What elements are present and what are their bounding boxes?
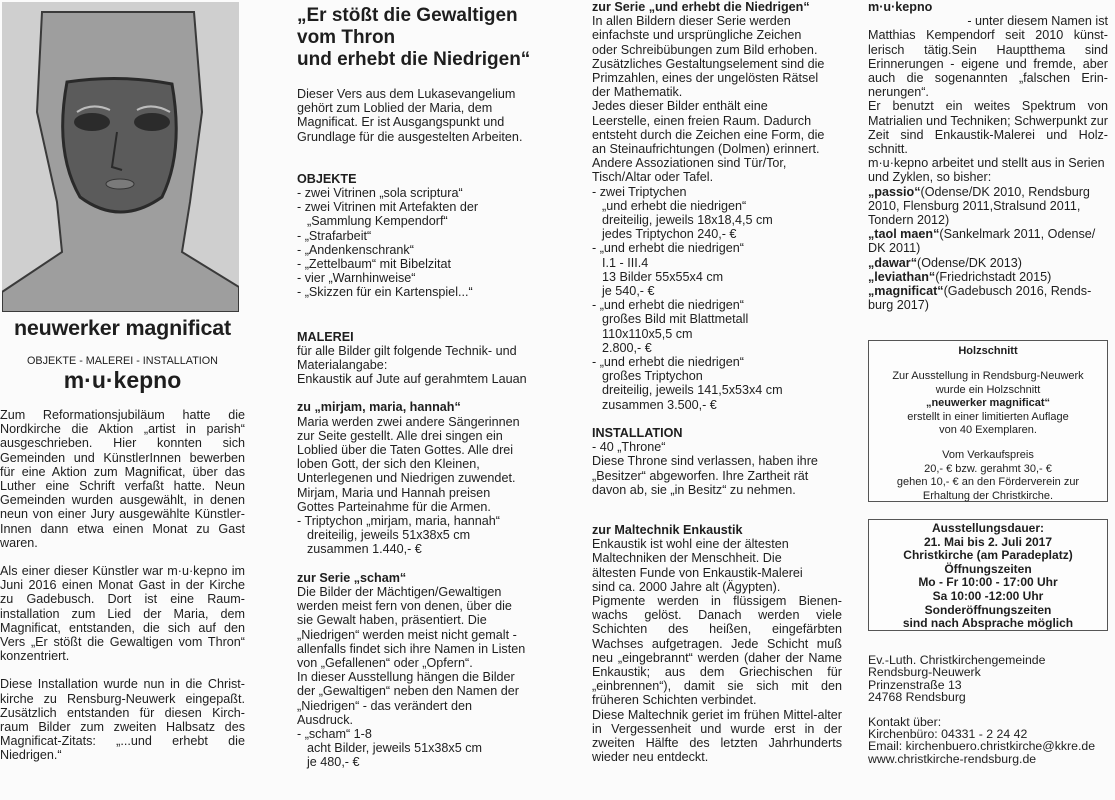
- maltechnik-heading: zur Maltechnik Enkaustik: [592, 522, 743, 537]
- series-name: „magnificat“: [868, 284, 944, 299]
- exhibition-subtitle: OBJEKTE - MALEREI - INSTALLATION: [27, 355, 218, 367]
- text-line: zusammen 1.440,- €: [307, 542, 422, 557]
- artist-heading: m·u·kepno: [868, 0, 933, 14]
- verse-heading-line: und erhebt die Niedrigen“: [297, 49, 531, 70]
- series-text: (Gadebusch 2016, Rends-burg 2017): [868, 284, 1092, 313]
- text-line: 2.800,- €: [602, 340, 652, 355]
- text-line: dreiteilig, jeweils 141,5x53x4 cm: [602, 383, 783, 398]
- series-item: [868, 185, 1108, 228]
- text-line: 110x110x5,5 cm: [602, 326, 693, 341]
- text-line: I.1 - III.4: [602, 255, 649, 270]
- text-line: je 540,- €: [602, 284, 655, 299]
- text-line: sie Gewalt haben, präsentiert. Die: [297, 613, 487, 628]
- text-line: Maria werden zwei andere Sängerinnen: [297, 414, 520, 429]
- address-list: [868, 654, 1113, 704]
- text-line: „Niedrigen“ - das verändert den: [297, 698, 473, 713]
- text-line: Mirjam, Maria und Hannah preisen: [297, 485, 491, 500]
- text-line: Öffnungszeiten: [944, 561, 1032, 576]
- text-line: dreiteilig, jeweils 51x38x5 cm: [307, 528, 471, 543]
- text-line: von 40 Exemplaren.: [939, 424, 1037, 437]
- text-line: großes Triptychon: [602, 369, 703, 384]
- installation-list: [592, 440, 842, 497]
- text-line: Kirchenbüro: 04331 - 2 24 42: [868, 727, 1028, 742]
- text-line: oder Schreibübungen zum Bild erhoben.: [592, 42, 818, 57]
- column-artist: [868, 0, 1108, 312]
- text-line: - 40 „Throne“: [592, 440, 666, 455]
- text-line: Rendsburg-Neuwerk: [868, 665, 981, 680]
- verse-heading-line: vom Thron: [297, 27, 396, 48]
- series-name: „passio“: [868, 184, 921, 199]
- text-line: jedes Triptychon 240,- €: [602, 227, 737, 242]
- mirjam-heading: zu „mirjam, maria, hannah“: [297, 400, 461, 415]
- text-line: - zwei Triptychen: [592, 184, 687, 199]
- text-line: Erhaltung der Christkirche.: [922, 489, 1054, 502]
- text-line: Tisch/Altar oder Tafel.: [592, 170, 714, 185]
- text-line: für alle Bilder gilt folgende Technik- und: [297, 343, 517, 358]
- text-line: - „und erhebt die niedrigen“: [592, 355, 744, 370]
- text-line: Zur Ausstellung in Rendsburg-Neuwerk: [892, 370, 1084, 383]
- verse-heading-line: „Er stößt die Gewaltigen: [297, 5, 518, 26]
- text-line: Ausdruck.: [297, 712, 353, 727]
- text-line: - Triptychon „mirjam, maria, hannah“: [297, 514, 500, 529]
- text-line: Ev.-Luth. Christkirchengemeinde: [868, 653, 1046, 667]
- text-line: Magnificat. Er ist Ausgangspunkt und: [297, 115, 505, 130]
- intro-paragraph: Diese Installation wurde nun in die Christ-kirche zu Rensburg-Neuwerk eingepaßt. Zusätzlich entstanden für diesen Kirch-raum Bilder zum zweiten Halbsatz des Magnificat-Zitats: „...und erhebt die Niedrigen.“: [0, 677, 245, 763]
- column-series: [592, 0, 842, 764]
- text-line: loben Gott, der sich den Kleinen,: [297, 457, 480, 472]
- text-line: „Niedrigen“ werden meist nicht gemalt -: [297, 627, 517, 642]
- text-line: „Sammlung Kempendorf“: [307, 214, 448, 229]
- text-line: zusammen 3.500,- €: [602, 397, 717, 412]
- verse-heading: [297, 5, 547, 71]
- artist-name: m·u·kepno: [63, 367, 182, 393]
- series-name: „leviathan“: [868, 269, 936, 284]
- text-line: Sonderöffnungszeiten: [924, 602, 1052, 617]
- text-line: Diese Throne sind verlassen, haben ihre: [592, 454, 818, 469]
- text-line: Enkaustik ist wohl eine der ältesten: [592, 537, 789, 552]
- text-line: acht Bilder, jeweils 51x38x5 cm: [307, 741, 482, 756]
- objekte-list: [297, 186, 547, 300]
- text-line: In allen Bildern dieser Serie werden: [592, 14, 791, 29]
- text-line: Vom Verkaufspreis: [942, 449, 1034, 462]
- series-item: [868, 284, 1108, 312]
- text-line: gehen 10,- € an den Förderverein zur: [896, 476, 1080, 489]
- column-verse: [297, 0, 547, 770]
- contact-block: [868, 654, 1113, 765]
- text-line: - „Andenkenschrank“: [297, 242, 414, 257]
- text-line: „Besitzer“ abgeworfen. Ihre Zartheit rät: [592, 468, 809, 483]
- holzschnitt-heading: Holzschnitt: [958, 345, 1018, 357]
- series-item: [868, 256, 1108, 270]
- text-line: werden meist fern von denen, über die: [297, 599, 512, 614]
- contact-list: [868, 716, 1113, 766]
- text-line: ältesten Funde von Enkaustik-Malerei: [592, 565, 803, 580]
- text-line: Dieser Vers aus dem Lukasevangelium: [297, 87, 516, 101]
- text-line: - „und erhebt die niedrigen“: [592, 298, 744, 313]
- series-text: (Odense/DK 2010, Rendsburg 2010, Flensburg 2011,Stralsund 2011, Tondern 2012): [868, 184, 1090, 228]
- series-item: [868, 270, 1108, 284]
- bio-paragraph-3: m·u·kepno arbeitet und stellt aus in Serien und Zyklen, so bisher:: [868, 156, 1105, 185]
- installation-heading: INSTALLATION: [592, 425, 683, 440]
- series-item: [868, 227, 1108, 255]
- text-line: Email: kirchenbuero.christkirche@kkre.de: [868, 739, 1096, 754]
- mirjam-list: [297, 415, 547, 557]
- text-line: allenfalls findet sich ihre Namen in Listen: [297, 641, 526, 656]
- text-line: sind nach Absprache möglich: [902, 616, 1074, 631]
- scham-list: [297, 585, 547, 770]
- text-line: In dieser Ausstellung hängen die Bilder: [297, 670, 515, 685]
- serie-list: [592, 14, 842, 412]
- maltechnik-list: [592, 537, 842, 594]
- exhibition-title: neuwerker magnificat: [13, 316, 232, 340]
- text-line: Leerstelle, einen freien Raum. Dadurch: [592, 113, 812, 128]
- price-line: 20,- € bzw. gerahmt 30,- €: [924, 462, 1052, 475]
- text-line: Kontakt über:: [868, 714, 942, 729]
- text-line: www.christkirche-rendsburg.de: [868, 751, 1037, 766]
- scham-heading: zur Serie „scham“: [297, 570, 407, 585]
- intro-paragraph: Als einer dieser Künstler war m·u·kepno im Juni 2016 einen Monat Gast in der Kirche zu Gadebusch. Dort ist eine Raum-installation zum Lied der Maria, dem Magnificat, entstanden, die sich auf den Vers „Er stößt die Gewaltigen vom Thron“ konzentriert.: [0, 564, 245, 664]
- text-line: Primzahlen, eines der ungelösten Rätsel: [592, 71, 819, 86]
- text-line: dreiteilig, jeweils 18x18,4,5 cm: [602, 213, 773, 228]
- text-line: Prinzenstraße 13: [868, 677, 962, 692]
- text-line: - „Skizzen für ein Kartenspiel...“: [297, 285, 473, 300]
- text-line: gehört zum Loblied der Maria, dem: [297, 101, 493, 116]
- bio-paragraph: Matthias Kempendorf seit 2010 künst-lerisch tätig.Sein Hauptthema sind Erinnerungen - eigene und fremde, aber auch die sogenannten „falschen Erin-nerungen“.: [868, 28, 1108, 100]
- text-line: Christkirche (am Paradeplatz): [903, 548, 1073, 563]
- text-line: - „scham“ 1-8: [297, 726, 372, 741]
- text-line: Gottes Parteinahme für die Armen.: [297, 499, 491, 514]
- text-line: Andere Assoziationen sind Tür/Tor,: [592, 156, 787, 171]
- malerei-list: [297, 344, 547, 387]
- text-line: - „Strafarbeit“: [297, 228, 372, 243]
- text-line: Grundlage für die ausgestelten Arbeiten.: [297, 129, 523, 144]
- intro-text: [0, 408, 245, 763]
- maltechnik-paragraph-2: Diese Maltechnik geriet im frühen Mittel-alter in Vergessenheit und wurde erst in der zweiten Hälfte des letzten Jahrhunderts wieder neu entdeckt.: [592, 707, 842, 765]
- text-line: Jedes dieser Bilder enthält eine: [592, 99, 768, 114]
- text-line: Die Bilder der Mächtigen/Gewaltigen: [297, 584, 502, 599]
- text-line: 21. Mai bis 2. Juli 2017: [923, 534, 1053, 549]
- verse-intro: [297, 87, 547, 144]
- text-line: Maltechniken der Menschheit. Die: [592, 551, 782, 566]
- text-line: Materialangabe:: [297, 358, 388, 373]
- ausstellung-list: [869, 522, 1107, 631]
- objekte-heading: OBJEKTE: [297, 171, 357, 186]
- ausstellung-box: [868, 519, 1108, 631]
- text-line: entsteht durch die Zeichen eine Form, die: [592, 127, 825, 142]
- text-line: - „Zettelbaum“ mit Bibelzitat: [297, 257, 451, 272]
- malerei-heading: MALEREI: [297, 329, 354, 344]
- series-text: (Sankelmark 2011, Odense/ DK 2011): [868, 227, 1096, 256]
- text-line: sind ca. 2000 Jahre alt (Ägypten).: [592, 579, 781, 594]
- bio-first-line: - unter diesem Namen ist: [967, 14, 1108, 29]
- text-line: Zusätzliches Gestaltungselement sind die: [592, 56, 825, 71]
- text-line: 24768 Rendsburg: [868, 690, 966, 705]
- text-line: Sa 10:00 -12:00 Uhr: [932, 588, 1044, 603]
- text-line: Ausstellungsdauer:: [931, 521, 1045, 535]
- text-line: an Steinaufrichtungen (Dolmen) erinnert.: [592, 142, 820, 157]
- portrait-image: [2, 2, 239, 312]
- text-line: - zwei Vitrinen „sola scriptura“: [297, 186, 463, 201]
- text-line: von „Gefallenen“ oder „Opfern“.: [297, 655, 473, 670]
- text-line: „und erhebt die niedrigen“: [602, 198, 747, 213]
- series-name: „taol maen“: [868, 227, 940, 242]
- text-line: der „Gewaltigen“ neben den Namen der: [297, 684, 519, 699]
- text-line: Mo - Fr 10:00 - 17:00 Uhr: [918, 575, 1058, 590]
- series-text: (Odense/DK 2013): [917, 255, 1023, 270]
- text-line: Enkaustik auf Jute auf gerahmtem Lauan: [297, 372, 527, 387]
- text-line: wurde ein Holzschnitt: [935, 383, 1041, 396]
- text-line: großes Bild mit Blattmetall: [602, 312, 749, 327]
- series-text: (Friedrichstadt 2015): [935, 269, 1052, 284]
- text-line: zur Seite gestellt. Alle drei singen ein: [297, 428, 503, 443]
- text-line: je 480,- €: [307, 755, 360, 770]
- bio-paragraph-2: Er benutzt ein weites Spektrum von Matrialien und Techniken; Schwerpunkt zur Zeit sind Enkaustik-Malerei und Holz-schnitt.: [868, 99, 1108, 157]
- maltechnik-paragraph: Pigmente werden in flüssigem Bienen-wachs gelöst. Danach werden viele Schichten des heißen, eingefärbten Wachses aufgetragen. Jede Schicht muß neu „eingebrannt“ werden (daher der Name Enkaustik; aus dem Griechischen für „einbrennen“), damit sie sich mit den früheren Schichten verbindet.: [592, 593, 842, 708]
- text-line: - vier „Warnhinweise“: [297, 271, 416, 286]
- text-line: Unterlegenen und Niedrigen zuwendet.: [297, 471, 516, 486]
- text-line: 13 Bilder 55x55x4 cm: [602, 269, 724, 284]
- text-line: erstellt in einer limitierten Auflage: [907, 410, 1069, 423]
- intro-paragraph: Zum Reformationsjubiläum hatte die Nordkirche die Aktion „artist in parish“ ausgeschrieben. Hier konnten sich Gemeinden und KünstlerInnen bewerben für eine Aktion zum Magnificat, über das Luther eine Schrift verfaßt hatte. Neun Gemeinden wurden ausgewählt, in denen neun von einer Jury ausgewählte Künstler-Innen dann etwa einen Monat zu Gast waren.: [0, 408, 245, 550]
- series-list: [868, 185, 1108, 313]
- serie-heading: zur Serie „und erhebt die Niedrigen“: [592, 0, 810, 14]
- holzschnitt-title: „neuwerker magnificat“: [925, 397, 1051, 410]
- text-line: - „und erhebt die niedrigen“: [592, 241, 744, 256]
- text-line: davon ab, sie „in Besitz“ zu nehmen.: [592, 482, 796, 497]
- series-name: „dawar“: [868, 255, 917, 270]
- holzschnitt-box: [868, 340, 1108, 502]
- text-line: Loblied über die Taten Gottes. Alle drei: [297, 443, 514, 458]
- portrait-painting: [2, 2, 239, 312]
- text-line: einfachste und ursprüngliche Zeichen: [592, 28, 802, 43]
- text-line: der Mathematik.: [592, 85, 683, 100]
- text-line: - zwei Vitrinen mit Artefakten der: [297, 200, 479, 215]
